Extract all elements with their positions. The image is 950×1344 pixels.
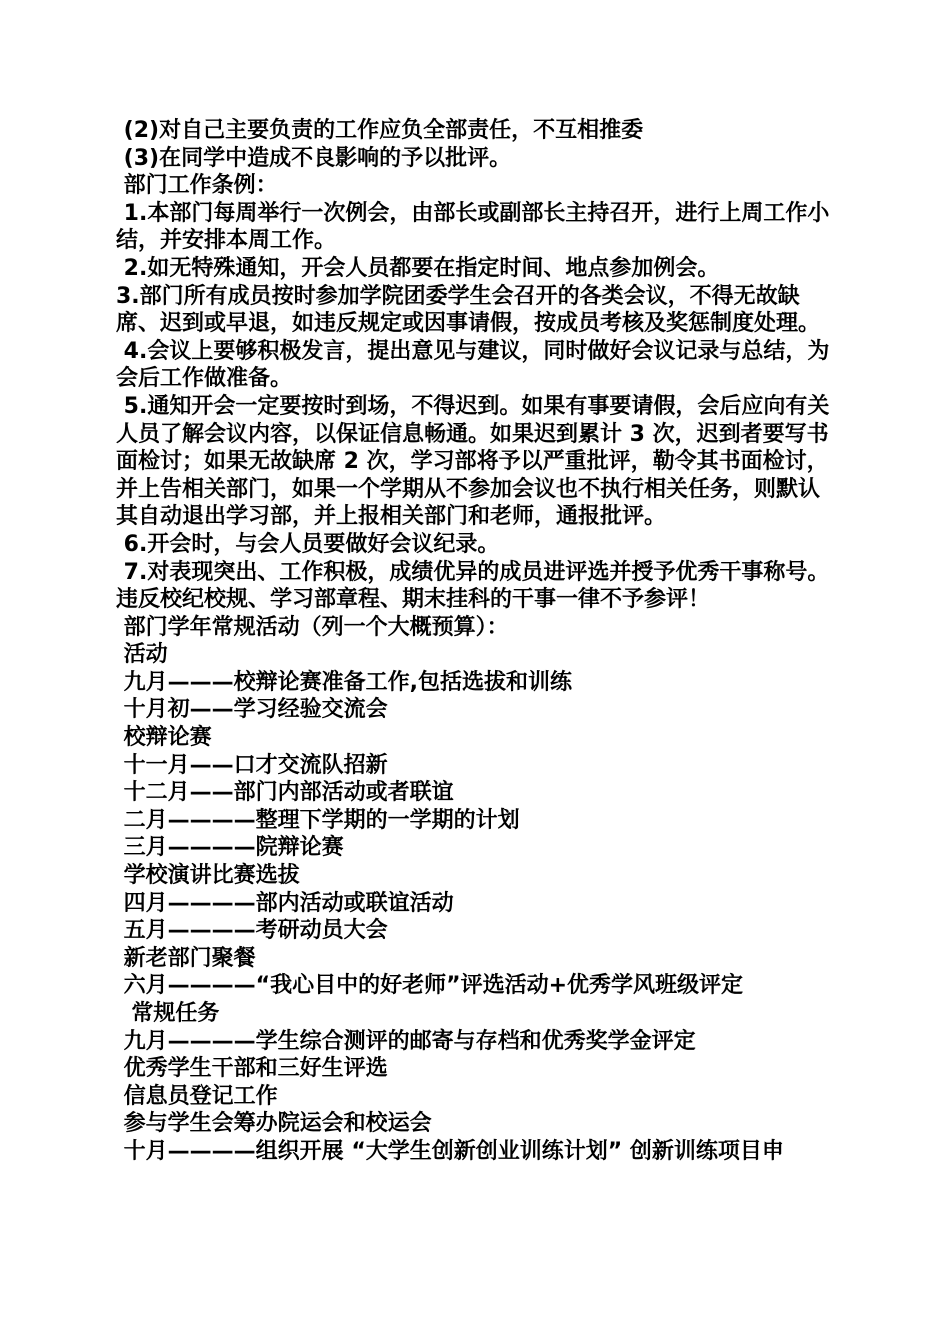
list-item: 六月————“我心目中的好老师”评选活动+优秀学风班级评定 bbox=[116, 973, 744, 999]
paragraph: (2)对自己主要负责的工作应负全部责任，不互相推委 bbox=[116, 118, 644, 143]
paragraph: 1.本部门每周举行一次例会，由部长或副部长主持召开，进行上周工作小结，并安排本周工作。 bbox=[116, 200, 830, 254]
paragraph: 5.通知开会一定要按时到场，不得迟到。如果有事要请假，会后应向有关人员了解会议内容，以保证信息畅通。如果迟到累计 3 次，迟到者要写书面检讨；如果无故缺席 2 次，学习部将予以严重批评，勒令其书面检讨，并上告相关部门，如果一个学期从不参加会议也不执行相关任务，则默认其自动退出学习部，并上报相关部门和老师，通报批评。 bbox=[116, 393, 830, 530]
document-body bbox=[116, 117, 840, 1166]
list-item: 三月————院辩论赛 bbox=[116, 835, 344, 861]
list-item: 五月————考研动员大会 bbox=[116, 918, 388, 944]
list-item: 十月初——学习经验交流会 bbox=[116, 697, 388, 723]
paragraph: 4.会议上要够积极发言，提出意见与建议，同时做好会议记录与总结，为会后工作做准备。 bbox=[116, 338, 830, 392]
list-item: 十月————组织开展 “大学生创新创业训练计划” 创新训练项目申 bbox=[116, 1138, 784, 1164]
paragraph: 7.对表现突出、工作积极，成绩优异的成员进评选并授予优秀干事称号。违反校纪校规、学习部章程、期末挂科的干事一律不予参评！ bbox=[116, 559, 830, 613]
list-item: 常规任务 bbox=[116, 1001, 220, 1026]
paragraph: (3)在同学中造成不良影响的予以批评。 bbox=[116, 145, 512, 171]
list-item: 十一月——口才交流队招新 bbox=[116, 752, 388, 778]
list-item: 校辩论赛 bbox=[116, 725, 212, 751]
list-item: 新老部门聚餐 bbox=[116, 945, 256, 971]
list-item: 活动 bbox=[116, 642, 168, 668]
list-item: 九月————学生综合测评的邮寄与存档和优秀奖学金评定 bbox=[116, 1028, 696, 1054]
list-item: 学校演讲比赛选拔 bbox=[116, 863, 300, 889]
list-item: 参与学生会筹办院运会和校运会 bbox=[116, 1111, 432, 1137]
list-item: 优秀学生干部和三好生评选 bbox=[116, 1056, 388, 1082]
paragraph: 3.部门所有成员按时参加学院团委学生会召开的各类会议，不得无故缺席、迟到或早退，如违反规定或因事请假，按成员考核及奖惩制度处理。 bbox=[116, 283, 821, 337]
list-item: 九月———校辩论赛准备工作,包括选拔和训练 bbox=[116, 669, 573, 695]
list-item: 十二月——部门内部活动或者联谊 bbox=[116, 780, 454, 806]
section-heading: 部门工作条例： bbox=[116, 173, 278, 199]
paragraph: 6.开会时，与会人员要做好会议纪录。 bbox=[116, 531, 500, 557]
list-item: 二月————整理下学期的一学期的计划 bbox=[116, 807, 520, 833]
section-heading: 部门学年常规活动（列一个大概预算）： bbox=[116, 614, 509, 640]
paragraph: 2.如无特殊通知，开会人员都要在指定时间、地点参加例会。 bbox=[116, 255, 720, 281]
list-item: 信息员登记工作 bbox=[116, 1083, 278, 1109]
list-item: 四月————部内活动或联谊活动 bbox=[116, 890, 454, 916]
